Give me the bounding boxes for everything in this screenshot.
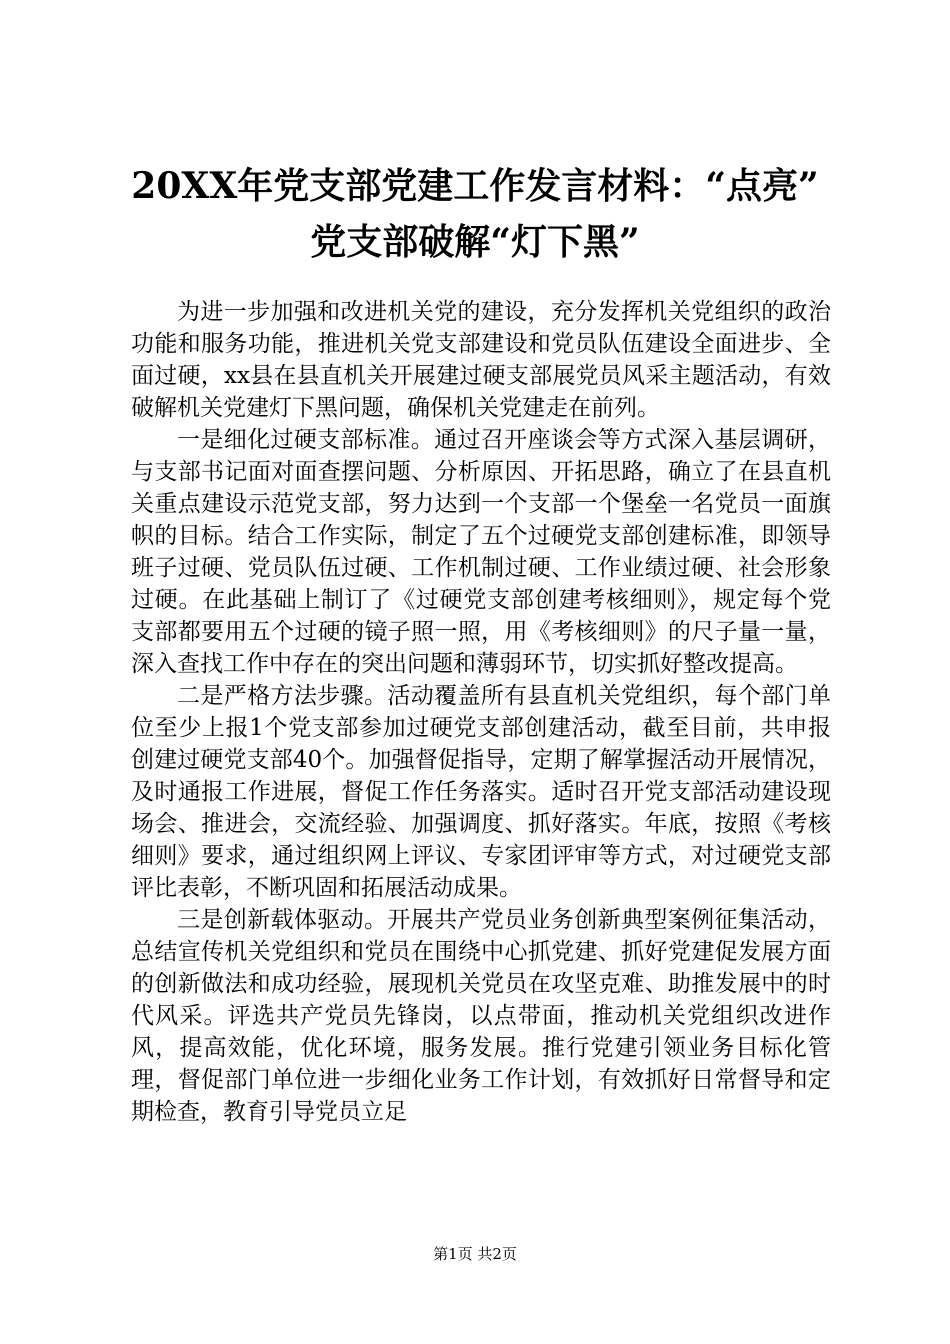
document-body bbox=[131, 296, 831, 1128]
document-title-line-1: 20XX年党支部党建工作发言材料：“点亮” bbox=[131, 165, 819, 207]
paragraph-intro: 为进一步加强和改进机关党的建设，充分发挥机关党组织的政治功能和服务功能，推进机关党支部建设和党员队伍建设全面进步、全面过硬，xx县在县直机关开展建过硬支部展党员风采主题活动，有效破解机关党建灯下黑问题，确保机关党建走在前列。 bbox=[131, 299, 831, 421]
paragraph-2: 二是严格方法步骤。活动覆盖所有县直机关党组织，每个部门单位至少上报1个党支部参加过硬党支部创建活动，截至目前，共申报创建过硬党支部40个。加强督促指导，定期了解掌握活动开展情况，及时通报工作进展，督促工作任务落实。适时召开党支部活动建设现场会、推进会，交流经验、加强调度、抓好落实。年底，按照《考核细则》要求，通过组织网上评议、专家团评审等方式，对过硬党支部评比表彰，不断巩固和拓展活动成果。 bbox=[131, 683, 831, 901]
paragraph-3: 三是创新载体驱动。开展共产党员业务创新典型案例征集活动，总结宣传机关党组织和党员在围绕中心抓党建、抓好党建促发展方面的创新做法和成功经验，展现机关党员在攻坚克难、助推发展中的时代风采。评选共产党员先锋岗，以点带面，推动机关党组织改进作风，提高效能，优化环境，服务发展。推行党建引领业务目标化管理，督促部门单位进一步细化业务工作计划，有效抓好日常督导和定期检查，教育引导党员立足 bbox=[131, 907, 831, 1125]
document-title-line-2: 党支部破解“灯下黑” bbox=[310, 221, 640, 263]
page-number-footer: 第1页 共2页 bbox=[433, 1245, 517, 1263]
paragraph-1: 一是细化过硬支部标准。通过召开座谈会等方式深入基层调研，与支部书记面对面查摆问题、分析原因、开拓思路，确立了在县直机关重点建设示范党支部，努力达到一个支部一个堡垒一名党员一面旗帜的目标。结合工作实际，制定了五个过硬党支部创建标准，即领导班子过硬、党员队伍过硬、工作机制过硬、工作业绩过硬、社会形象过硬。在此基础上制订了《过硬党支部创建考核细则》，规定每个党支部都要用五个过硬的镜子照一照，用《考核细则》的尺子量一量，深入查找工作中存在的突出问题和薄弱环节，切实抓好整改提高。 bbox=[131, 427, 831, 677]
